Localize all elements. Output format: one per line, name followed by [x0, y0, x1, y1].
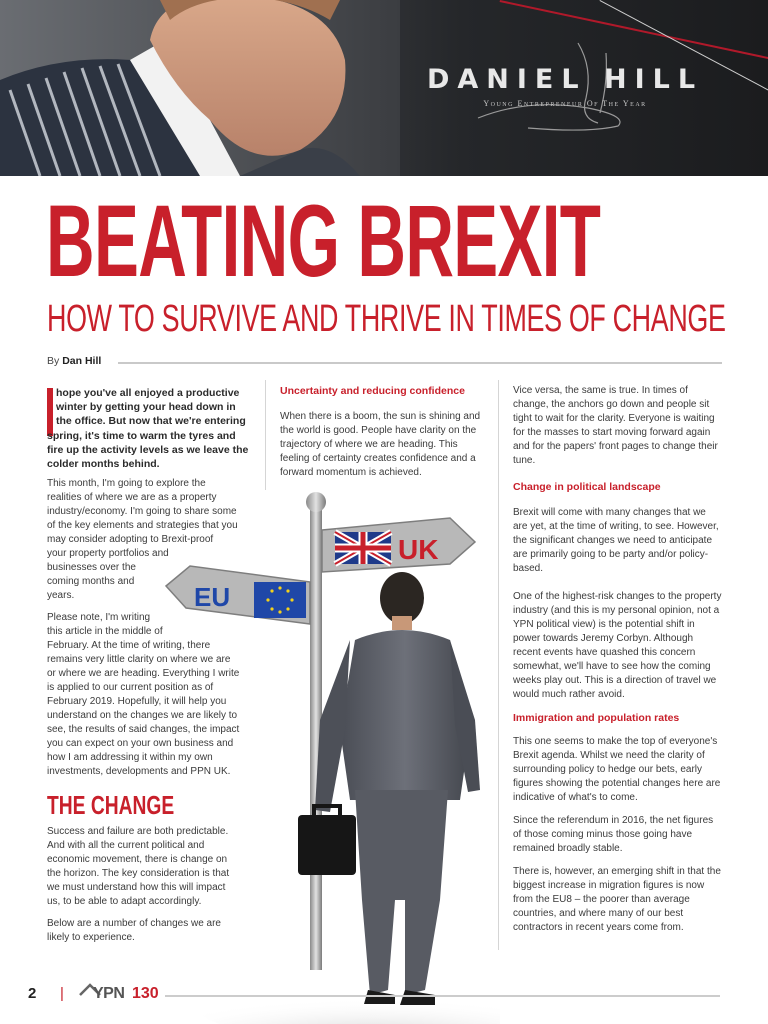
column-right [513, 384, 723, 944]
intro-line: fire up the activity levels as we leave the [47, 443, 249, 456]
paragraph: When there is a boom, the sun is shining and the world is good. People have clarity on the trajectory of where we are heading. This feeling of certainty creates confidence and a forward momentum is achieved. [280, 411, 481, 478]
signpost-illustration [150, 490, 500, 1024]
text-line: February. At the time of writing, there [47, 640, 211, 651]
text-line: industry/economy. I'm going to share some [47, 506, 237, 517]
uk-sign-label: UK [398, 534, 439, 565]
text-line: And with all the current political and [47, 840, 205, 851]
text-line: likely to experience. [47, 932, 135, 943]
text-line: you can expect on your own business and [47, 738, 234, 749]
eu-sign-label: EU [194, 582, 231, 612]
section-heading-the-change: THE CHANGE [47, 790, 175, 820]
businessman-figure [298, 572, 480, 1005]
text-line: understand on the changes we are likely to [47, 710, 238, 721]
text-line: us, to be able to adapt accordingly. [47, 896, 202, 907]
header-banner [0, 0, 768, 176]
intro-line: hope you've all enjoyed a productive [56, 387, 240, 399]
text-line: we must understand how this will impact [47, 882, 226, 893]
brand-name: DANIEL HILL [426, 64, 704, 95]
text-line: or where we are heading. Everything I write [47, 668, 240, 679]
footer-separator: | [60, 985, 64, 1002]
brand-block [425, 64, 705, 108]
text-line: your property portfolios and [47, 548, 169, 559]
subheading-uncertainty: Uncertainty and reducing confidence [280, 385, 465, 397]
paragraph: This one seems to make the top of everyone's Brexit agenda. Whilst we need the clarity of surrounding policy to hedge our bets, early figures showing the potential changes here are indicative of what's to come. [513, 736, 721, 803]
text-line: coming months and [47, 576, 135, 587]
text-line: see, the results of said changes, the impact [47, 724, 240, 735]
byline-prefix: By [47, 355, 60, 367]
footer-rule [165, 995, 720, 997]
column-divider [265, 380, 266, 490]
author-name: Dan Hill [62, 355, 102, 367]
article-title: BEATING BREXIT [46, 184, 601, 298]
paragraph: Since the referendum in 2016, the net figures of those coming minus those going have remained broadly stable. [513, 815, 714, 854]
issue-number: 130 [132, 985, 159, 1002]
text-line: this article in the middle of [47, 626, 163, 637]
byline [47, 355, 101, 367]
intro-paragraph [47, 386, 256, 471]
text-line: businesses over the [47, 562, 136, 573]
brand-tagline: Young Entrepreneur Of The Year [483, 99, 647, 108]
article-subtitle: HOW TO SURVIVE AND THRIVE IN TIMES OF CHANGE [47, 298, 726, 340]
text-line: February 2019. Hopefully, it will help you [47, 696, 227, 707]
intro-line: winter by getting your head down in [56, 401, 236, 414]
byline-divider [118, 362, 722, 364]
intro-line: the office. But now that we're entering [56, 415, 246, 428]
intro-line: spring, it's time to warm the tyres and [47, 429, 236, 442]
text-line: realities of where we are as a property [47, 492, 217, 503]
author-portrait [0, 0, 400, 176]
paragraph: One of the highest-risk changes to the property industry (and this is my personal opinion, not a YPN political view) is the potential shift in power towards Jeremy Corbyn. Although recent events have quashed this concern somewhat, we'll have to see how the coming weeks play out. This is a direction of travel we would much rather avoid. [513, 591, 722, 700]
page-number: 2 [28, 985, 37, 1002]
intro-line: colder months behind. [47, 458, 160, 471]
text-line: Below are a number of changes we are [47, 918, 221, 929]
subheading-immigration: Immigration and population rates [513, 712, 680, 724]
paragraph: Vice versa, the same is true. In times of change, the anchors go down and people sit tight to wait for the clarity. Everyone is waiting for the masses to start moving forward again and for the papers' front pages to change their tune. [513, 385, 718, 466]
paragraph: There is, however, an emerging shift in that the biggest increase in migration figures is now from the EU8 – the poorer than average countries, and where many of our best contractors in recent years come from. [513, 866, 721, 933]
text-line: investments, developments and PPN UK. [47, 766, 231, 777]
text-line: of the key elements and strategies that you [47, 520, 238, 531]
text-line: the horizon. The key consideration is that [47, 868, 230, 879]
text-line: years. [47, 590, 75, 601]
text-line: This month, I'm going to explore the [47, 478, 206, 489]
text-line: is applied to our current position as of [47, 682, 214, 693]
magazine-name: YPN [93, 985, 125, 1002]
text-line: economic movement, there is change on [47, 854, 228, 865]
paragraph: Brexit will come with many changes that we are yet, at the time of writing, to see. However, the significant changes we need to anticipate are primarily going to be party and/or policy-based. [513, 507, 719, 574]
column-middle [280, 384, 485, 489]
subheading-political: Change in political landscape [513, 481, 661, 493]
text-line: may consider adopting to Brexit-proof [47, 534, 214, 545]
text-line: how I am addressing it within my own [47, 752, 213, 763]
text-line: Please note, I'm writing [47, 612, 151, 623]
eu-sign [166, 566, 310, 624]
text-line: Success and failure are both predictable. [47, 826, 229, 837]
text-line: remains very little clarity on where we are [47, 654, 231, 665]
